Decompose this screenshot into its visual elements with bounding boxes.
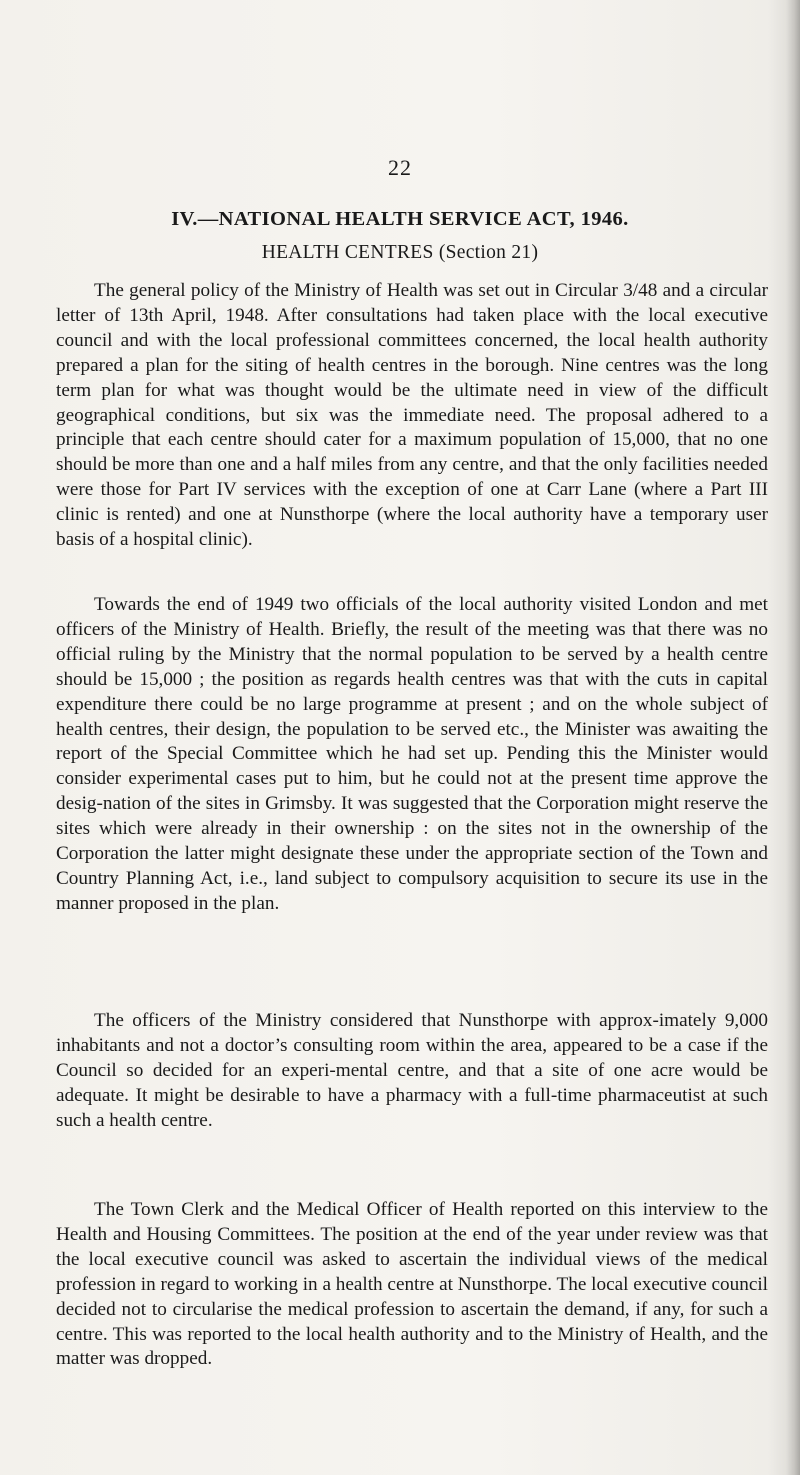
section-heading: IV.—NATIONAL HEALTH SERVICE ACT, 1946. (171, 208, 629, 230)
paragraph-3: The officers of the Ministry considered that Nunsthorpe with approx-imately 9,000 inhabitants and not a doctor’s consulting room within the area, appeared to be a case if the Council so decided for an experi-mental centre, and that a site of one acre would be adequate. It might be desirable to have a pharmacy with a full-time pharmaceutist at such such a health centre. (56, 1010, 768, 1131)
paragraph-1: The general policy of the Ministry of Health was set out in Circular 3/48 and a circular letter of 13th April, 1948. After consultations had taken place with the local executive council and with the local professional committees concerned, the local health authority prepared a plan for the siting of health centres in the borough. Nine centres was the long term plan for what was thought would be the ultimate need in view of the difficult geographical conditions, but six was the immediate need. The proposal adhered to a principle that each centre should cater for a maximum population of 15,000, that no one should be more than one and a half miles from any centre, and that the only facilities needed were those for Part IV services with the exception of one at Carr Lane (where a Part III clinic is rented) and one at Nunsthorpe (where the local authority have a temporary user basis of a hospital clinic). (56, 280, 768, 551)
paragraph-2: Towards the end of 1949 two officials of the local authority visited London and met officers of the Ministry of Health. Briefly, the result of the meeting was that there was no official ruling by the Ministry that the normal population to be served by a health centre should be 15,000 ; the position as regards health centres was that with the cuts in capital expenditure there could be no large programme at present ; and on the whole subject of health centres, their design, the population to be served etc., the Minister was awaiting the report of the Special Committee which he had set up. Pending this the Minister would consider experimental cases put to him, but he could not at the present time approve the desig-nation of the sites in Grimsby. It was suggested that the Corporation might reserve the sites which were already in their ownership : on the sites not in the ownership of the Corporation the latter might designate these under the appropriate section of the Town and Country Planning Act, i.e., land subject to compulsory acquisition to secure its use in the manner proposed in the plan. (56, 594, 768, 914)
page-edge-shadow (786, 0, 800, 1475)
paragraph-4: The Town Clerk and the Medical Officer of Health reported on this interview to the Health and Housing Committees. The position at the end of the year under review was that the local executive council was asked to ascertain the individual views of the medical profession in regard to working in a health centre at Nunsthorpe. The local executive council decided not to circularise the medical profession to ascertain the demand, if any, for such a centre. This was reported to the local health authority and to the Ministry of Health, and the matter was dropped. (56, 1199, 769, 1370)
page-number: 22 (388, 155, 412, 180)
section-subheading: HEALTH CENTRES (Section 21) (261, 242, 539, 263)
